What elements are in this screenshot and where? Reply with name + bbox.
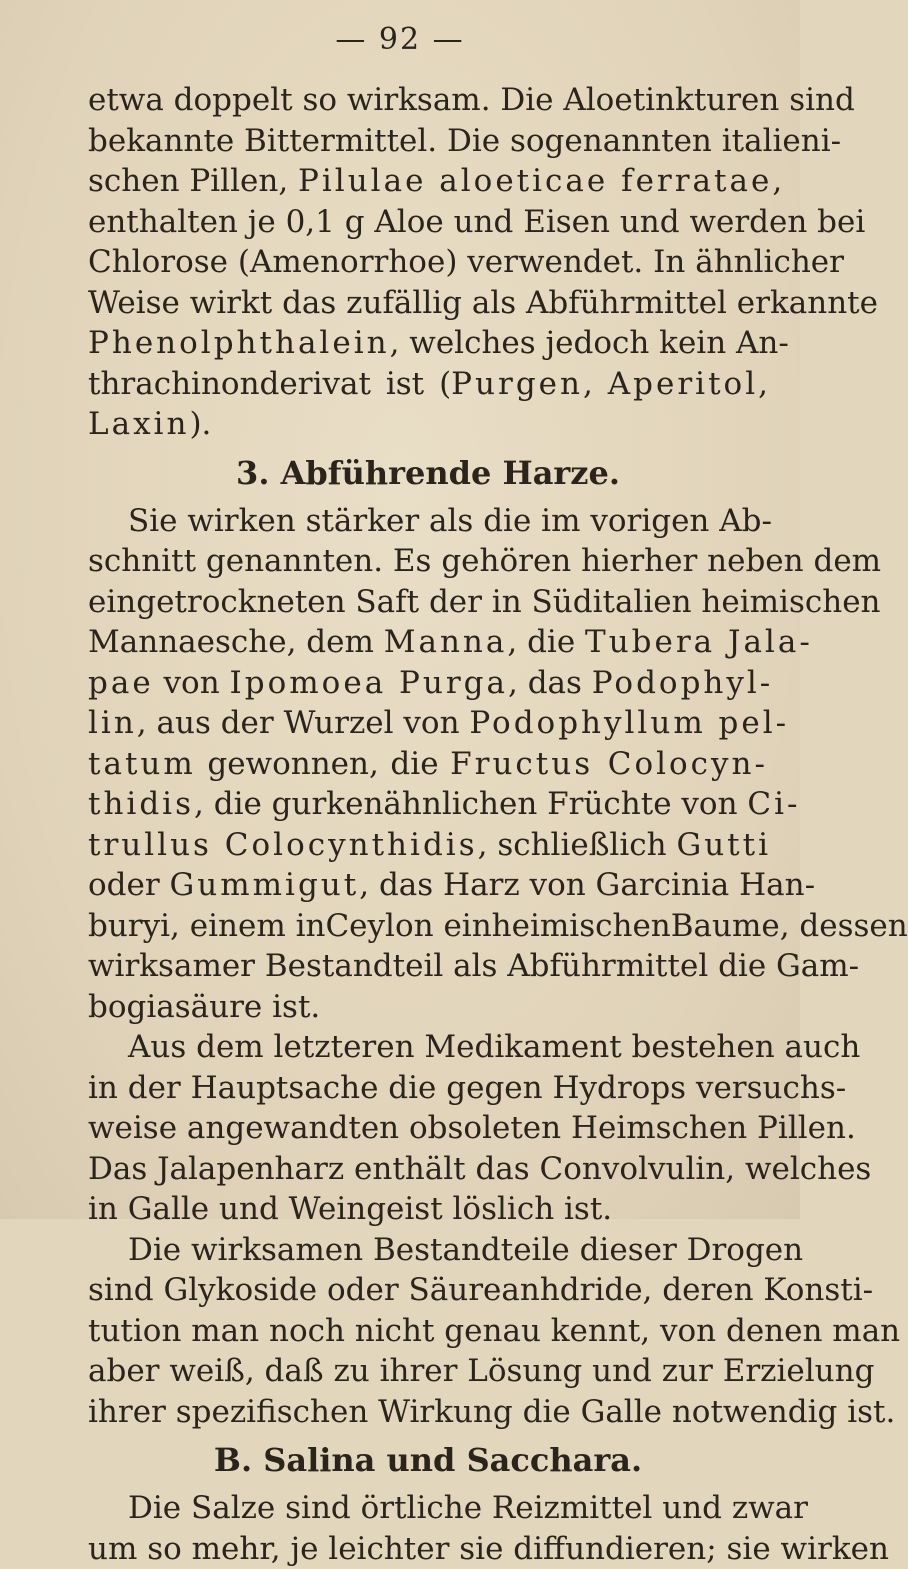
text-run: weise angewandten obsoleten Heimschen Pillen. [88,1110,856,1146]
text-run: in der Hauptsache die gegen Hydrops versuchs- [88,1070,846,1106]
text-run: aber weiß, daß zu ihrer Lösung und zur Erzielung [88,1353,874,1389]
spaced-term: Pilulae aloeticae ferratae [298,163,772,199]
text-run: gewonnen, die [196,746,450,782]
text-run: Sie wirken stärker als die im vorigen Ab- [128,503,772,539]
text-run: in Galle und Weingeist löslich ist. [88,1191,612,1227]
text-run: buryi, einem inCeylon einheimischenBaume, dessen [88,908,908,944]
text-run: , welches jedoch kein An- [390,325,789,361]
text-line [88,1392,768,1433]
text-line [88,323,768,364]
text-line [88,906,768,947]
text-run: , [772,163,782,199]
text-run: Mannaesche, dem [88,624,384,660]
spaced-term: trullus Colocynthidis [88,827,478,863]
section-heading: 3. Abführende Harze. [88,445,768,501]
text-line [88,161,768,202]
spaced-term: Tubera Jala- [585,624,813,660]
text-line [88,404,768,445]
text-run: eingetrockneten Saft der in Süditalien heimischen [88,584,881,620]
text-run: , schließlich [478,827,677,863]
text-line [88,283,768,324]
text-run: Chlorose (Amenorrhoe) verwendet. In ähnlicher [88,244,844,280]
spaced-term: Laxin [88,406,189,442]
spaced-term: Fructus Colocyn- [450,746,768,782]
text-run: , [758,366,768,402]
text-line [88,622,768,663]
text-run: ). [189,406,211,442]
text-line [88,202,768,243]
text-line [88,1068,768,1109]
text-run: Aus dem letzteren Medikament bestehen auch [128,1029,860,1065]
text-line [88,703,768,744]
text-run: , die gurkenähnlichen Früchte von [194,786,747,822]
text-run: ihrer spezifischen Wirkung die Galle notwendig ist. [88,1394,895,1430]
text-line [88,1230,768,1271]
spaced-term: Podophyl- [592,665,774,701]
text-line [88,1027,768,1068]
text-run: um so mehr, je leichter sie diffundieren; sie wirken [88,1531,889,1567]
text-line [88,987,768,1028]
spaced-term: Ipomoea Purga [230,665,508,701]
spaced-term: Aperitol [608,366,758,402]
spaced-term: Gutti [676,827,771,863]
text-run: von [154,665,230,701]
page-number: — 92 — [0,22,800,57]
text-run: enthalten je 0,1 g Aloe und Eisen und werden bei [88,204,865,240]
spaced-term: Purgen [451,366,583,402]
text-line [88,1108,768,1149]
spaced-term: tatum [88,746,196,782]
text-line [88,1529,768,1569]
text-line [88,744,768,785]
spaced-term: Gummigut [170,867,360,903]
text-run: , das [508,665,592,701]
text-run: , aus der Wurzel von [137,705,470,741]
text-line [88,825,768,866]
text-line [88,1189,768,1230]
text-line [88,946,768,987]
spaced-term: pae [88,665,154,701]
text-run: etwa doppelt so wirksam. Die Aloetinkturen sind [88,82,855,118]
text-line [88,364,768,405]
spaced-term: thidis [88,786,194,822]
text-line [88,242,768,283]
section-heading: B. Salina und Sacchara. [88,1432,768,1488]
text-line [88,1149,768,1190]
text-line [88,663,768,704]
text-run: bogiasäure ist. [88,989,320,1025]
text-line [88,121,768,162]
spaced-term: Phenolphthalein [88,325,390,361]
text-line [88,1270,768,1311]
text-run: oder [88,867,170,903]
text-line [88,784,768,825]
text-line [88,1351,768,1392]
spaced-term: Podophyllum pel- [469,705,789,741]
text-run: Die wirksamen Bestandteile dieser Drogen [128,1232,803,1268]
text-line [88,501,768,542]
text-run: , die [507,624,585,660]
text-run: , [583,366,608,402]
spaced-term: Manna [384,624,508,660]
text-run: schnitt genannten. Es gehören hierher neben dem [88,543,881,579]
text-line [88,80,768,121]
text-run: tution man noch nicht genau kennt, von denen man [88,1313,900,1349]
spaced-term: Ci- [747,786,800,822]
text-line [88,865,768,906]
text-run: schen Pillen, [88,163,298,199]
spaced-term: lin [88,705,137,741]
text-run: thrachinonderivat ist ( [88,366,451,402]
text-run: , das Harz von Garcinia Han- [359,867,815,903]
text-run: wirksamer Bestandteil als Abführmittel die Gam- [88,948,859,984]
text-run: bekannte Bittermittel. Die sogenannten italieni- [88,123,841,159]
text-line [88,541,768,582]
text-run: sind Glykoside oder Säureanhdride, deren Konsti- [88,1272,873,1308]
text-run: Das Jalapenharz enthält das Convolvulin, welches [88,1151,871,1187]
body-text [88,80,768,1569]
text-run: Die Salze sind örtliche Reizmittel und zwar [128,1490,808,1526]
text-line [88,1488,768,1529]
text-run: Weise wirkt das zufällig als Abführmittel erkannte [88,285,878,321]
text-line [88,582,768,623]
text-line [88,1311,768,1352]
